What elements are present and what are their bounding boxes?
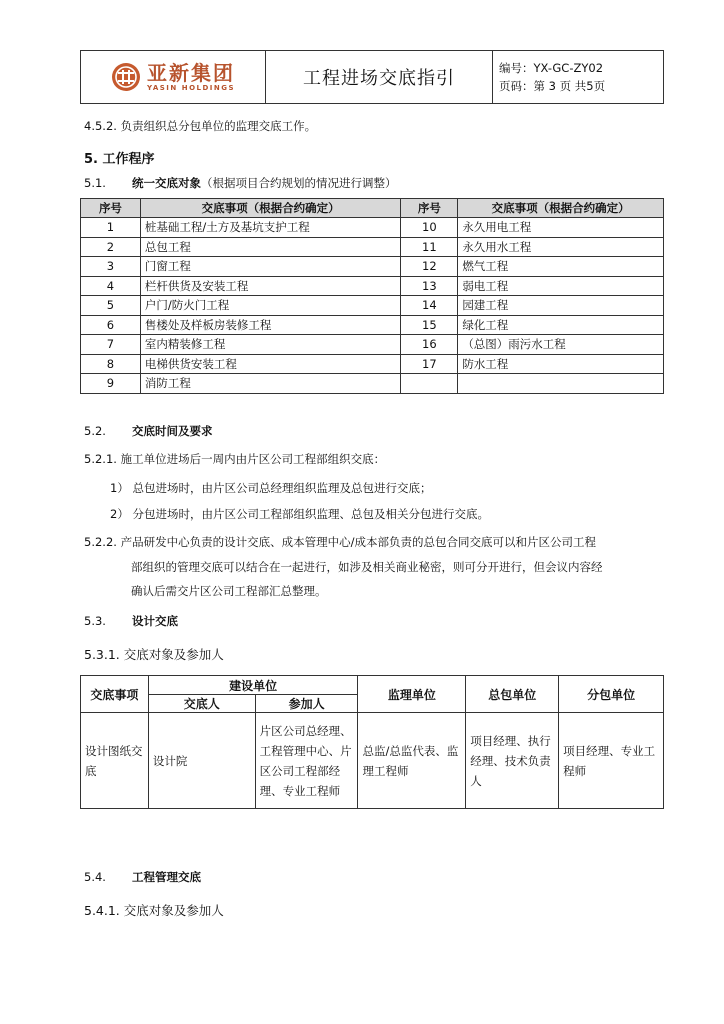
- section-number: 5.2.: [84, 424, 106, 438]
- document-title: 工程进场交底指引: [266, 51, 493, 103]
- cell-number: 7: [81, 335, 141, 355]
- clause-4-5-2: 4.5.2. 负责组织总分包单位的监理交底工作。: [84, 119, 317, 133]
- cell-item: [458, 374, 664, 394]
- section-5-3: [84, 613, 178, 629]
- cell-attendee: 片区公司总经理、工程管理中心、片区公司工程部经理、专业工程师: [255, 713, 358, 809]
- table-row: [81, 354, 664, 374]
- cell-number: 6: [81, 315, 141, 335]
- section-note: （根据项目合约规划的情况进行调整）: [200, 176, 397, 190]
- cell-number: [401, 374, 458, 394]
- cell-number: 14: [401, 296, 458, 316]
- header-subcontractor: 分包单位: [559, 676, 664, 713]
- table-row: [81, 257, 664, 277]
- company-logo: [111, 62, 235, 92]
- table-row: [81, 276, 664, 296]
- header-supervisor: 监理单位: [358, 676, 466, 713]
- cell-item: 门窗工程: [140, 257, 401, 277]
- cell-number: 4: [81, 276, 141, 296]
- table-row: [81, 237, 664, 257]
- table-row: [81, 374, 664, 394]
- header-attendee: 参加人: [255, 695, 358, 713]
- cell-item: 桩基础工程/土方及基坑支护工程: [140, 218, 401, 238]
- cell-item: 室内精装修工程: [140, 335, 401, 355]
- section-title: 交底时间及要求: [131, 424, 213, 438]
- logo-name: 亚新集团: [146, 61, 235, 85]
- section-title: 统一交底对象: [131, 176, 201, 190]
- table-row: [81, 315, 664, 335]
- table-header-row: [81, 199, 664, 218]
- cell-number: 11: [401, 237, 458, 257]
- cell-number: 9: [81, 374, 141, 394]
- section-5-heading: 5. 工作程序: [84, 152, 155, 167]
- cell-number: 2: [81, 237, 141, 257]
- doc-page: 页码：第 3 页 共5页: [499, 79, 606, 93]
- section-number: 5.4.: [84, 870, 106, 884]
- clause-5-2-2-line-1: 5.2.2. 产品研发中心负责的设计交底、成本管理中心/成本部负责的总包合同交底可以和片区公司工程: [84, 535, 596, 549]
- cell-number: 10: [401, 218, 458, 238]
- cell-item: 绿化工程: [458, 315, 664, 335]
- handover-items-table: [80, 198, 664, 394]
- cell-number: 5: [81, 296, 141, 316]
- table-row: [81, 296, 664, 316]
- cell-item: 总包工程: [140, 237, 401, 257]
- section-title: 工程管理交底: [131, 870, 201, 884]
- cell-subcontractor: 项目经理、专业工程师: [559, 713, 664, 809]
- cell-item: （总图）雨污水工程: [458, 335, 664, 355]
- cell-number: 16: [401, 335, 458, 355]
- cell-item: 设计图纸交底: [81, 713, 149, 809]
- cell-item: 防水工程: [458, 354, 664, 374]
- section-number: 5.1.: [84, 176, 106, 190]
- cell-number: 13: [401, 276, 458, 296]
- clause-5-2-1-item-1: 1） 总包进场时，由片区公司总经理组织监理及总包进行交底；: [110, 481, 432, 495]
- cell-item: 永久用水工程: [458, 237, 664, 257]
- cell-general-contractor: 项目经理、执行经理、技术负责人: [466, 713, 559, 809]
- cell-number: 12: [401, 257, 458, 277]
- logo-english: YASIN HOLDINGS: [146, 84, 236, 92]
- table-row: [81, 713, 664, 809]
- cell-presenter: 设计院: [148, 713, 255, 809]
- doc-code: 编号：YX-GC-ZY02: [499, 61, 604, 75]
- cell-item: 户门/防火门工程: [140, 296, 401, 316]
- cell-item: 燃气工程: [458, 257, 664, 277]
- cell-item: 弱电工程: [458, 276, 664, 296]
- header-presenter: 交底人: [148, 695, 255, 713]
- design-handover-table: [80, 675, 664, 809]
- cell-item: 售楼处及样板房装修工程: [140, 315, 401, 335]
- logo-cell: [81, 51, 266, 103]
- header-owner: 建设单位: [148, 676, 358, 695]
- cell-item: 永久用电工程: [458, 218, 664, 238]
- clause-5-4-1: 5.4.1. 交底对象及参加人: [84, 903, 224, 918]
- document-header: [80, 50, 664, 104]
- clause-5-2-2-line-2: 部组织的管理交底可以结合在一起进行，如涉及相关商业秘密，则可分开进行，但会议内容经: [131, 560, 603, 574]
- section-5-2: [84, 423, 212, 439]
- cell-item: 消防工程: [140, 374, 401, 394]
- cell-number: 15: [401, 315, 458, 335]
- clause-5-2-2-line-3: 确认后需交片区公司工程部汇总整理。: [131, 584, 327, 598]
- clause-5-2-1-item-2: 2） 分包进场时，由片区公司工程部组织监理、总包及相关分包进行交底。: [110, 507, 489, 521]
- section-title: 设计交底: [131, 614, 178, 628]
- clause-5-2-1: 5.2.1. 施工单位进场后一周内由片区公司工程部组织交底：: [84, 452, 386, 466]
- cell-number: 1: [81, 218, 141, 238]
- header-general-contractor: 总包单位: [466, 676, 559, 713]
- column-header: 序号: [81, 199, 141, 218]
- header-handover-item: 交底事项: [81, 676, 149, 713]
- section-5-1: [84, 175, 396, 191]
- section-5-4: [84, 869, 201, 885]
- table-row: [81, 218, 664, 238]
- clause-5-3-1: 5.3.1. 交底对象及参加人: [84, 647, 224, 662]
- cell-supervisor: 总监/总监代表、监理工程师: [358, 713, 466, 809]
- table-row: [81, 335, 664, 355]
- section-number: 5.3.: [84, 614, 106, 628]
- cell-number: 3: [81, 257, 141, 277]
- logo-emblem-icon: [111, 62, 141, 92]
- cell-item: 园建工程: [458, 296, 664, 316]
- doc-meta: [493, 51, 663, 103]
- cell-number: 8: [81, 354, 141, 374]
- column-header: 序号: [401, 199, 458, 218]
- column-header: 交底事项（根据合约确定）: [458, 199, 664, 218]
- column-header: 交底事项（根据合约确定）: [140, 199, 401, 218]
- cell-item: 栏杆供货及安装工程: [140, 276, 401, 296]
- cell-number: 17: [401, 354, 458, 374]
- cell-item: 电梯供货安装工程: [140, 354, 401, 374]
